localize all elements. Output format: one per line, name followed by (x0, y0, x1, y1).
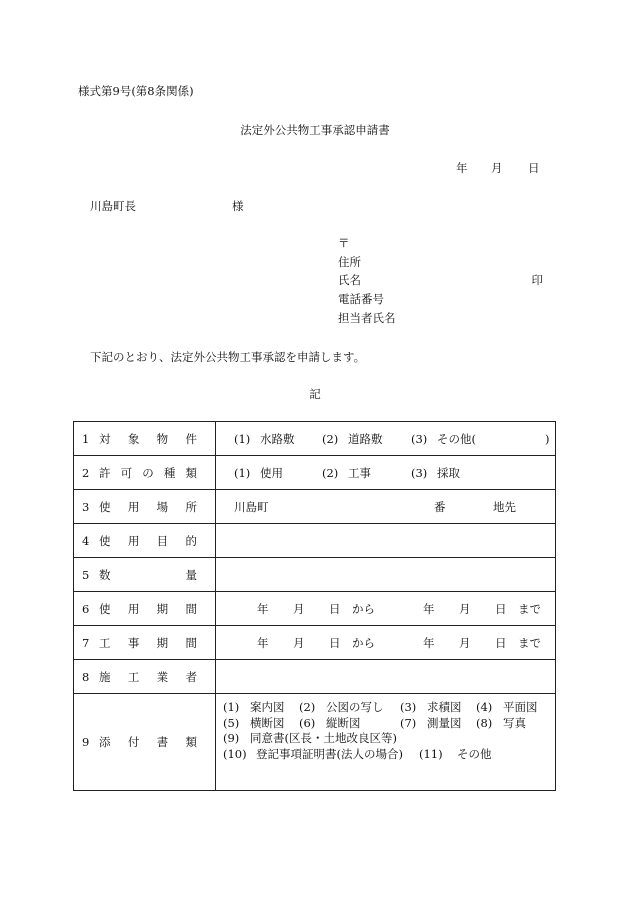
row-label-char: 事 (127, 635, 140, 650)
ki-label: 記 (309, 387, 321, 401)
period-day: 日 (495, 602, 507, 616)
row-label (74, 490, 216, 524)
row-label-char: 場 (156, 499, 169, 514)
row-label (74, 660, 216, 694)
option-number: (3) (411, 466, 428, 480)
row-label-text (99, 499, 197, 515)
row-label-char: 間 (185, 601, 197, 616)
attachment-name: 求積図 (427, 700, 462, 714)
option-text: 水路敷 (260, 432, 295, 446)
row-label-char: 書 (156, 735, 169, 749)
row-number: 4 (82, 533, 90, 548)
attachment-number: (3) (400, 700, 417, 714)
row-number: 8 (82, 669, 90, 684)
quantity-cell (216, 558, 556, 592)
form-number: 様式第9号(第8条関係) (78, 84, 194, 98)
table-row (74, 422, 556, 456)
row-label (74, 592, 216, 626)
row-number: 6 (82, 601, 90, 616)
attachment-number: (4) (476, 700, 493, 714)
row-label-char: 数 (99, 567, 111, 582)
row-label-char: 類 (185, 465, 197, 480)
row-label-char: 用 (127, 499, 140, 514)
row-label-char: 間 (185, 635, 197, 650)
period-year: 年 (423, 602, 435, 616)
table-row (74, 592, 556, 626)
row-number: 2 (82, 465, 90, 480)
document-title: 法定外公共物工事承認申請書 (240, 123, 390, 137)
option-close-paren: ) (545, 432, 550, 446)
row-label (74, 558, 216, 592)
row-label-char: 用 (127, 533, 140, 548)
period-from: から (352, 602, 375, 616)
row-label-char: 使 (99, 533, 111, 548)
row-number: 1 (82, 431, 90, 446)
attachment-number: (11) (419, 746, 443, 761)
purpose-cell (216, 524, 556, 558)
row-label (74, 626, 216, 660)
attachment-name: 登記事項証明書(法人の場合) (256, 746, 403, 761)
period-day: 日 (495, 636, 507, 650)
period-year: 年 (257, 636, 269, 650)
recipient-name: 川島町長 (90, 199, 136, 213)
row-label-text (99, 734, 197, 750)
period-from: から (352, 636, 375, 650)
row-label-text (99, 567, 197, 583)
recipient-honorific: 様 (232, 199, 244, 213)
table-row (74, 490, 556, 524)
attachment-number: (6) (299, 715, 316, 730)
name-line (338, 271, 543, 290)
object-options-cell (216, 422, 556, 456)
attachment-name: 横断図 (250, 715, 285, 730)
date-year-label: 年 (456, 161, 468, 175)
row-label-char: 期 (156, 635, 169, 650)
attachment-name: その他 (457, 746, 492, 761)
period-to: まで (518, 636, 541, 650)
row-label (74, 456, 216, 490)
attachment-name: 同意書(区長・土地改良区等) (250, 731, 397, 745)
attachment-name: 縦断図 (326, 715, 361, 730)
option-number: (2) (322, 432, 339, 446)
row-label-char: 件 (185, 431, 197, 446)
row-label-text (99, 431, 197, 447)
row-label (74, 422, 216, 456)
attachment-name: 写真 (503, 715, 526, 730)
row-label-char: 使 (99, 601, 111, 616)
row-label-char: の (142, 465, 154, 480)
option-text: 採取 (437, 466, 460, 480)
row-label-char: 許 (99, 465, 111, 480)
row-label-char: 工 (99, 635, 111, 650)
date-day-label: 日 (528, 161, 540, 175)
attachment-number: (1) (223, 700, 240, 714)
row-label-char: 類 (185, 735, 197, 749)
row-label-char: 可 (120, 465, 133, 480)
row-label-char: 添 (99, 735, 111, 749)
postal-mark: 〒 (338, 236, 350, 250)
attachment-name: 案内図 (250, 700, 285, 714)
option-number: (3) (411, 432, 428, 446)
table-row (74, 660, 556, 694)
usage-period-cell (216, 592, 556, 626)
construction-period-cell (216, 626, 556, 660)
row-label-char: 所 (185, 499, 197, 514)
row-label-char: 対 (99, 431, 111, 446)
table-row (74, 694, 556, 791)
table-row (74, 558, 556, 592)
phone-label: 電話番号 (338, 292, 384, 307)
period-day: 日 (329, 636, 341, 650)
period-month: 月 (293, 636, 305, 650)
row-label-char: 使 (99, 499, 111, 514)
row-label-char: 工 (127, 669, 140, 684)
application-detail-table (73, 421, 556, 791)
row-label (74, 694, 216, 791)
attachments-cell (216, 694, 556, 791)
row-number: 9 (82, 735, 90, 749)
table-row (74, 626, 556, 660)
permit-options-cell (216, 456, 556, 490)
option-text: 道路敷 (348, 432, 383, 446)
row-label-text (99, 533, 197, 549)
option-text: 使用 (260, 466, 283, 480)
table-row (74, 456, 556, 490)
option-text: その他( (437, 432, 476, 446)
row-label-char: 物 (156, 431, 169, 446)
option-text: 工事 (348, 466, 371, 480)
row-label-char: 期 (156, 601, 169, 616)
row-number: 3 (82, 499, 90, 514)
table-row (74, 524, 556, 558)
period-year: 年 (423, 636, 435, 650)
row-label (74, 524, 216, 558)
row-label-char: 量 (185, 567, 197, 582)
row-label-char: 用 (127, 601, 140, 616)
attachment-number: (9) (223, 731, 240, 745)
period-month: 月 (293, 602, 305, 616)
row-label-text (99, 601, 197, 617)
period-to: まで (518, 602, 541, 616)
row-label-char: 業 (156, 669, 169, 684)
row-label-char: 施 (99, 669, 111, 684)
period-day: 日 (329, 602, 341, 616)
row-label-text (99, 635, 197, 651)
row-label-char: 種 (163, 465, 176, 480)
attachment-number: (2) (299, 700, 316, 714)
option-number: (1) (234, 432, 251, 446)
address-label: 住所 (338, 254, 361, 269)
row-label-text (99, 669, 197, 685)
contact-person-label: 担当者氏名 (338, 310, 396, 325)
row-label-char: 的 (185, 533, 197, 548)
option-number: (1) (234, 466, 251, 480)
seal-mark: 印 (531, 273, 543, 288)
row-number: 7 (82, 635, 90, 650)
period-month: 月 (459, 636, 471, 650)
attachment-number: (7) (400, 715, 417, 730)
contractor-cell (216, 660, 556, 694)
row-label-text (99, 465, 197, 481)
date-month-label: 月 (491, 161, 503, 175)
row-number: 5 (82, 567, 90, 582)
attachment-number: (8) (476, 715, 493, 730)
row-label-char: 付 (127, 735, 140, 749)
location-saki: 地先 (493, 500, 516, 514)
row-label-char: 象 (127, 431, 140, 446)
attachment-number: (5) (223, 715, 240, 730)
option-number: (2) (322, 466, 339, 480)
attachment-name: 測量図 (427, 715, 462, 730)
period-year: 年 (257, 602, 269, 616)
attachment-number: (10) (223, 746, 247, 761)
attachment-name: 平面図 (503, 700, 538, 714)
row-label-char: 目 (156, 533, 169, 548)
period-month: 月 (459, 602, 471, 616)
name-label: 氏名 (338, 273, 361, 288)
request-statement: 下記のとおり、法定外公共物工事承認を申請します。 (90, 350, 366, 364)
location-town: 川島町 (234, 500, 269, 514)
applicant-block (338, 234, 543, 327)
location-cell (216, 490, 556, 524)
attachment-name: 公図の写し (326, 700, 384, 714)
location-ban: 番 (434, 500, 446, 514)
row-label-char: 者 (185, 669, 197, 684)
